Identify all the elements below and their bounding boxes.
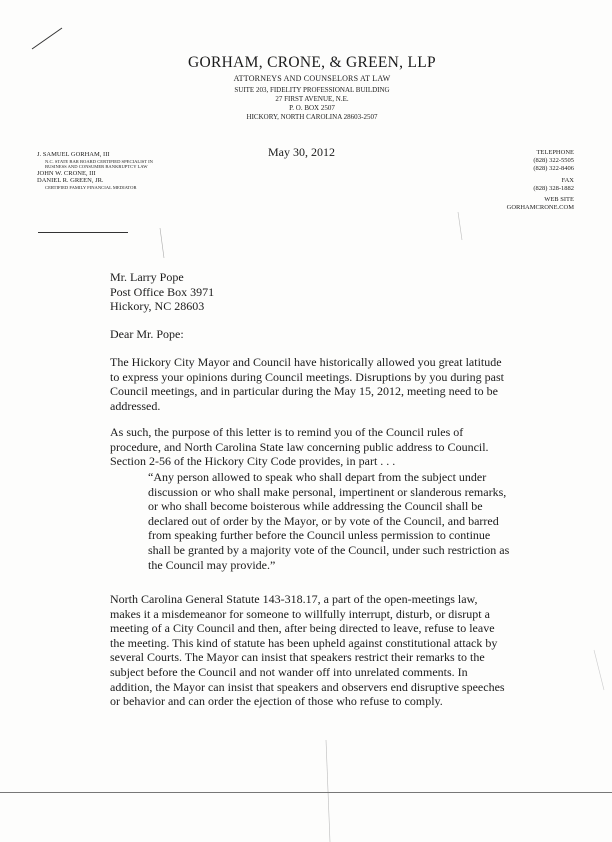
firm-address-line: P. O. BOX 2507 — [289, 104, 335, 112]
website: GORHAMCRONE.COM — [506, 204, 574, 212]
fax-label: FAX — [561, 176, 574, 184]
code-quotation: “Any person allowed to speak who shall depart from the subject under discussion or who shall make personal, impertinent or slanderous remarks, or who shall become boisterous while addressing the Council shall be declared out of order by the Mayor, or by vote of the Council, and barred from speaking further before the Council unless permission to continue shall be granted by a majority vote of the Council, under such restriction as the Council may provide.” — [148, 470, 510, 572]
firm-subtitle: ATTORNEYS AND COUNSELORS AT LAW — [233, 74, 391, 83]
telephone-number: (828) 322-5505 — [533, 157, 574, 165]
firm-address-line: HICKORY, NORTH CAROLINA 28603-2507 — [246, 113, 378, 121]
page-edge-line — [0, 792, 612, 793]
letter-date: May 30, 2012 — [268, 145, 335, 159]
body-paragraph: North Carolina General Statute 143-318.17, a part of the open-meetings law, makes it a misdemeanor for someone to willfully interrupt, disturb, or disrupt a meeting of a City Council and then, after being directed to leave, refuse to leave the meeting. This kind of statute has been upheld against constitutional attack by several Courts. The Mayor can insist that speakers restrict their remarks to the subject before the Council and not wander off into unrelated comments. In addition, the Mayor can insist that speakers and observers end disruptive speeches or behavior and can order the ejection of those who refuse to comply. — [110, 592, 505, 709]
attorney-note: N.C. STATE BAR BOARD CERTIFIED SPECIALIST IN — [45, 158, 153, 164]
body-paragraph: The Hickory City Mayor and Council have historically allowed you great latitude to express your opinions during Council meetings. Disruptions by you during past Council meetings, and in particular during the May 15, 2012, meeting need to be addressed. — [110, 355, 504, 413]
telephone-number: (828) 322-8406 — [533, 165, 574, 173]
attorney-name: J. SAMUEL GORHAM, III — [37, 151, 110, 158]
salutation: Dear Mr. Pope: — [110, 327, 184, 341]
firm-name: GORHAM, CRONE, & GREEN, LLP — [188, 54, 436, 71]
attorney-note: CERTIFIED FAMILY FINANCIAL MEDIATOR — [45, 184, 137, 190]
telephone-label: TELEPHONE — [536, 149, 574, 156]
attorney-name: DANIEL R. GREEN, JR. — [37, 177, 104, 185]
attorney-note: BUSINESS AND CONSUMER BANKRUPTCY LAW — [45, 164, 148, 170]
fax-number: (828) 328-1882 — [533, 184, 574, 192]
recipient-address: Hickory, NC 28603 — [110, 299, 205, 313]
website-label: WEB SITE — [544, 196, 574, 204]
attorney-name: JOHN W. CRONE, III — [37, 169, 96, 177]
body-paragraph: As such, the purpose of this letter is to remind you of the Council rules of procedure, and North Carolina State law concerning public address to Council. Section 2-56 of the Hickory City Code provides, in part . . . — [110, 425, 489, 469]
firm-address-line: 27 FIRST AVENUE, N.E. — [275, 95, 349, 103]
recipient-name: Mr. Larry Pope — [110, 270, 184, 284]
firm-address-line: SUITE 203, FIDELITY PROFESSIONAL BUILDING — [234, 86, 390, 94]
recipient-address: Post Office Box 3971 — [110, 284, 215, 299]
